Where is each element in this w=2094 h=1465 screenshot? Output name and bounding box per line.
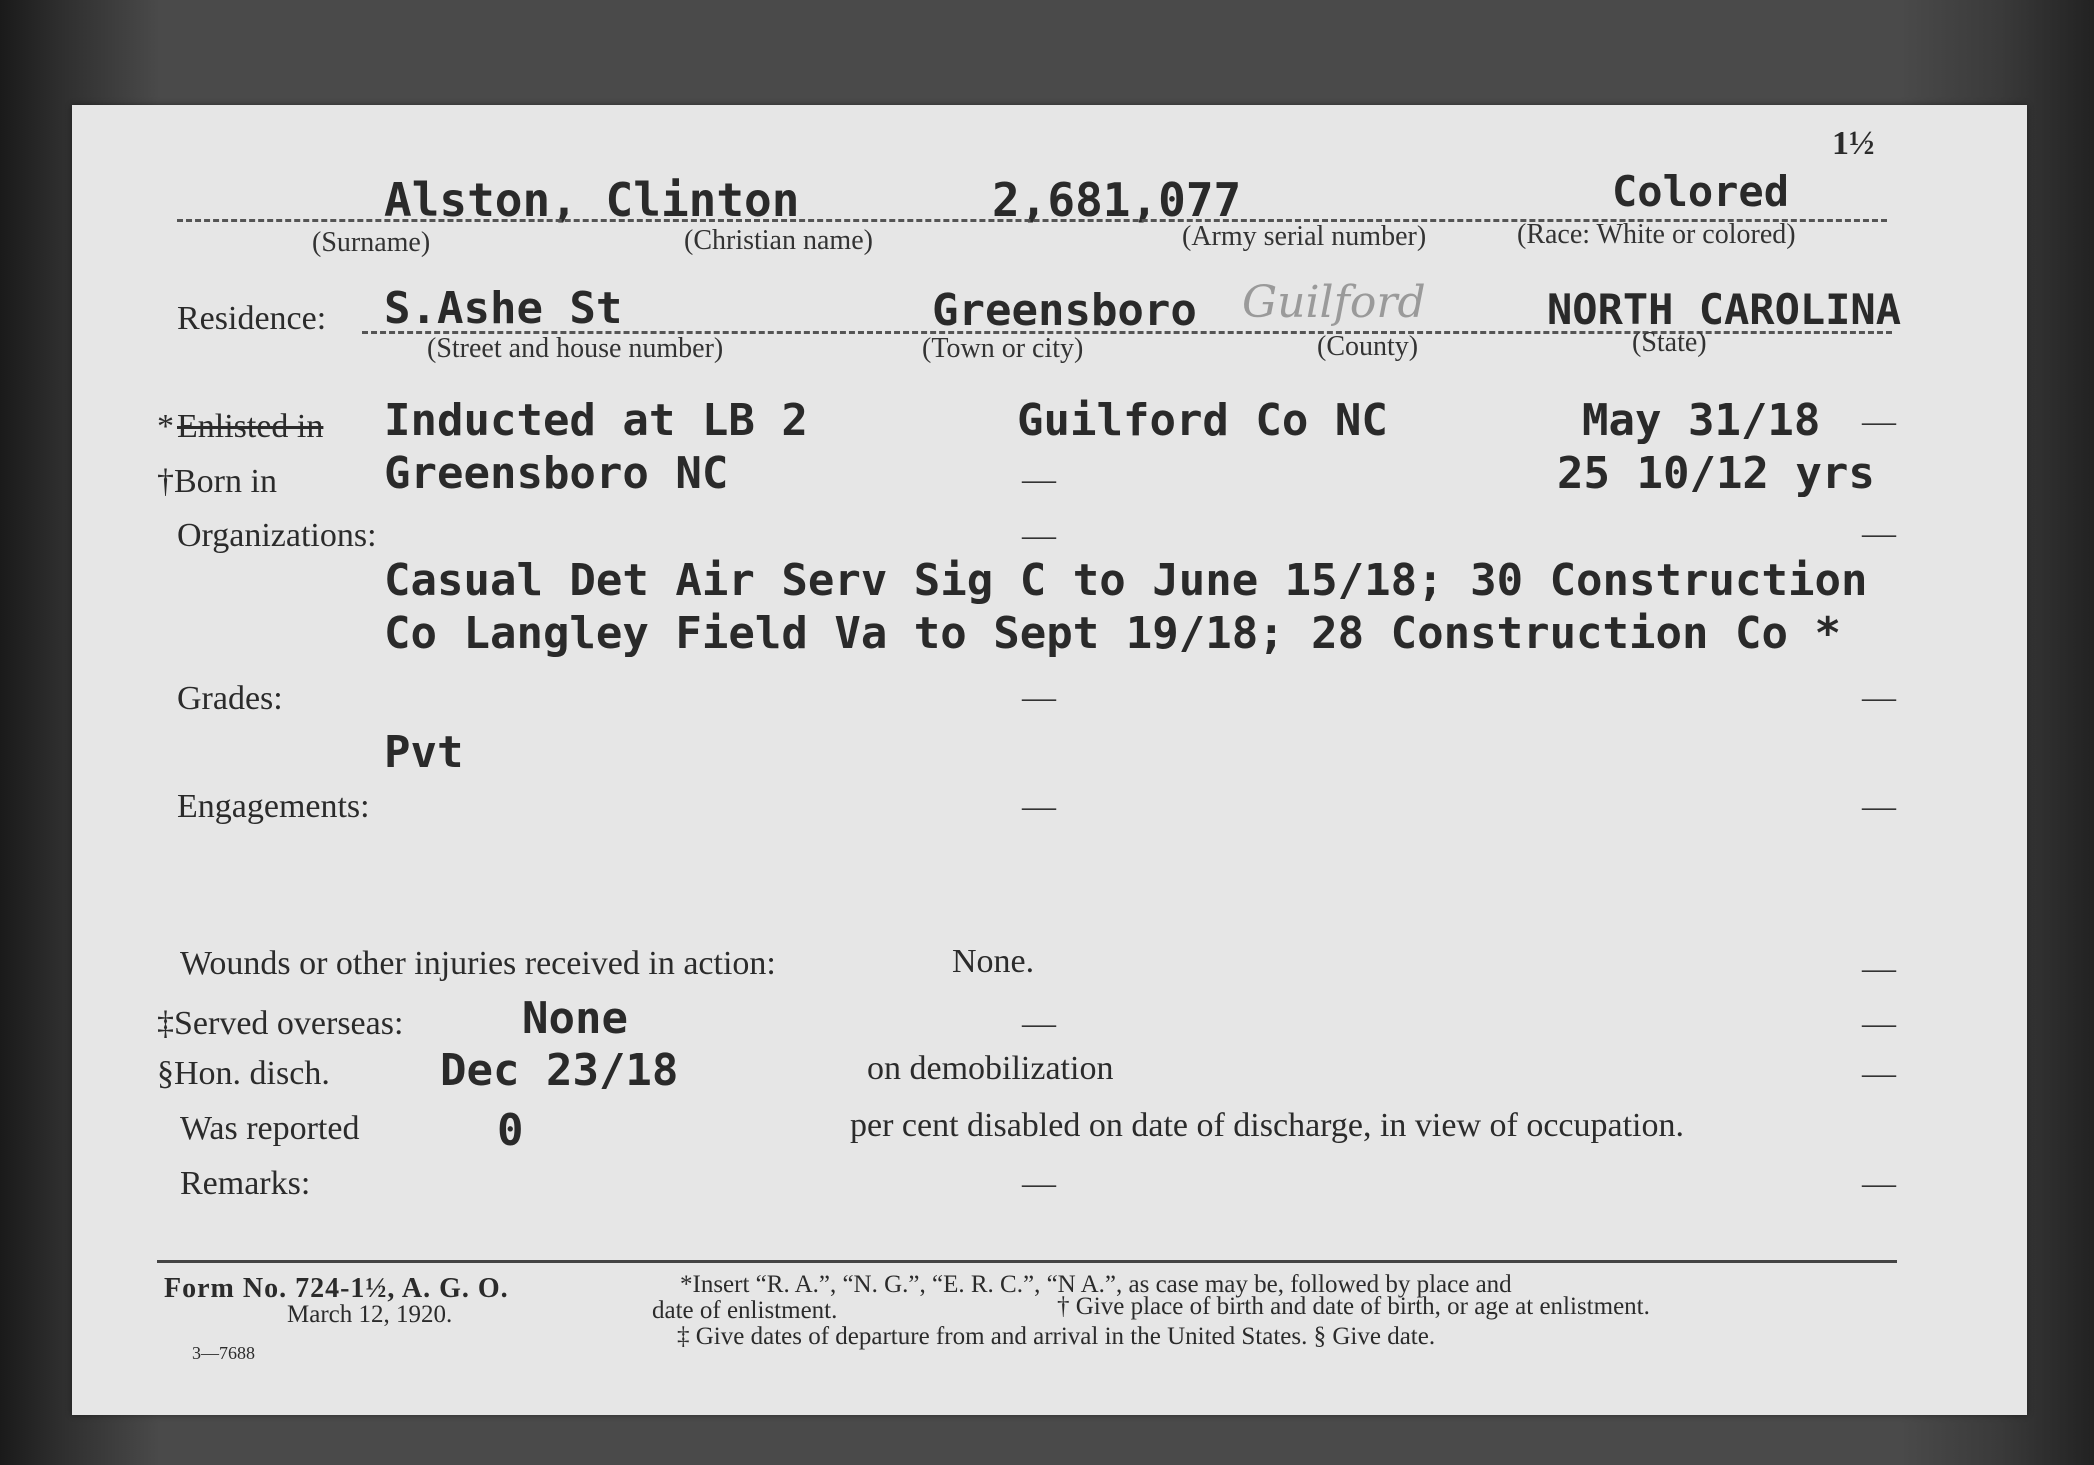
service-record-card [72,105,2027,1415]
caption-christian-name: (Christian name) [684,225,873,256]
grades-dash-right: — [1862,679,1896,716]
remarks-label: Remarks: [180,1165,311,1202]
caption-serial-number: (Army serial number) [1182,221,1427,252]
overseas-value: None [522,993,628,1044]
discharge-label: §Hon. disch. [157,1055,330,1092]
residence-label: Residence: [177,300,327,337]
footer-note-2a: date of enlistment. [652,1297,838,1324]
remarks-dash-right: — [1862,1165,1896,1202]
caption-race: (Race: White or colored) [1517,219,1796,250]
army-serial-number: 2,681,077 [992,173,1242,227]
enlisted-dash: — [1862,403,1896,440]
residence-state: NORTH CAROLINA [1547,285,1902,334]
organizations-dash-mid: — [1022,517,1056,554]
organizations-line-1: Casual Det Air Serv Sig C to June 15/18; 30 Construction [384,555,1868,606]
discharge-date: Dec 23/18 [440,1045,679,1096]
wounds-label: Wounds or other injuries received in action: [180,945,776,982]
footer-note-3: ‡ Give dates of departure from and arrival in the United States. § Give date. [677,1323,1436,1350]
engagements-label: Engagements: [177,788,370,825]
footer-rule [157,1260,1897,1263]
caption-town: (Town or city) [922,333,1084,364]
residence-town: Greensboro [932,285,1197,336]
wounds-dash: — [1862,950,1896,987]
enlisted-date: May 31/18 [1582,395,1821,446]
grades-label: Grades: [177,680,283,717]
footer-note-2b: † Give place of birth and date of birth, or age at enlistment. [1057,1293,1650,1320]
form-date: March 12, 1920. [287,1301,453,1328]
footer-note-1: *Insert “R. A.”, “N. G.”, “E. R. C.”, “N A.”, as case may be, followed by place and [680,1271,1512,1298]
caption-surname: (Surname) [312,227,431,258]
engagements-dash-mid: — [1022,788,1056,825]
overseas-label: ‡Served overseas: [157,1005,404,1042]
race-value: Colored [1612,167,1790,216]
overseas-dash-mid: — [1022,1005,1056,1042]
caption-county: (County) [1317,331,1419,362]
wounds-value: None. [952,943,1035,980]
overseas-dash-right: — [1862,1005,1896,1042]
discharge-note: on demobilization [867,1050,1114,1087]
form-number: Form No. 724-1½, A. G. O. [164,1273,509,1304]
residence-street: S.Ashe St [384,283,623,334]
residence-county-handwritten: Guilford [1242,277,1426,328]
remarks-dash-mid: — [1022,1165,1056,1202]
born-dash: — [1022,461,1056,498]
corner-number: 1½ [1832,125,1875,162]
grades-dash-mid: — [1022,679,1056,716]
form-code: 3—7688 [192,1343,255,1363]
reported-label: Was reported [180,1110,360,1147]
organizations-line-2: Co Langley Field Va to Sept 19/18; 28 Construction Co * [384,608,1841,659]
enlisted-place: Guilford Co NC [1017,395,1388,446]
organizations-dash-right: — [1862,515,1896,552]
caption-state: (State) [1632,327,1707,358]
enlisted-marker: * [157,408,174,445]
born-label: †Born in [157,463,277,500]
caption-street: (Street and house number) [427,333,724,364]
born-value: Greensboro NC [384,448,729,499]
reported-value: 0 [497,1105,524,1156]
engagements-dash-right: — [1862,788,1896,825]
enlisted-value: Inducted at LB 2 [384,395,808,446]
organizations-label: Organizations: [177,517,377,554]
grades-value: Pvt [384,727,464,778]
born-age: 25 10/12 yrs [1557,448,1875,499]
enlisted-label: Enlisted in [177,408,324,445]
reported-note: per cent disabled on date of discharge, in view of occupation. [850,1107,1684,1144]
discharge-dash: — [1862,1055,1896,1092]
surname-christian-name: Alston, Clinton [384,173,800,227]
